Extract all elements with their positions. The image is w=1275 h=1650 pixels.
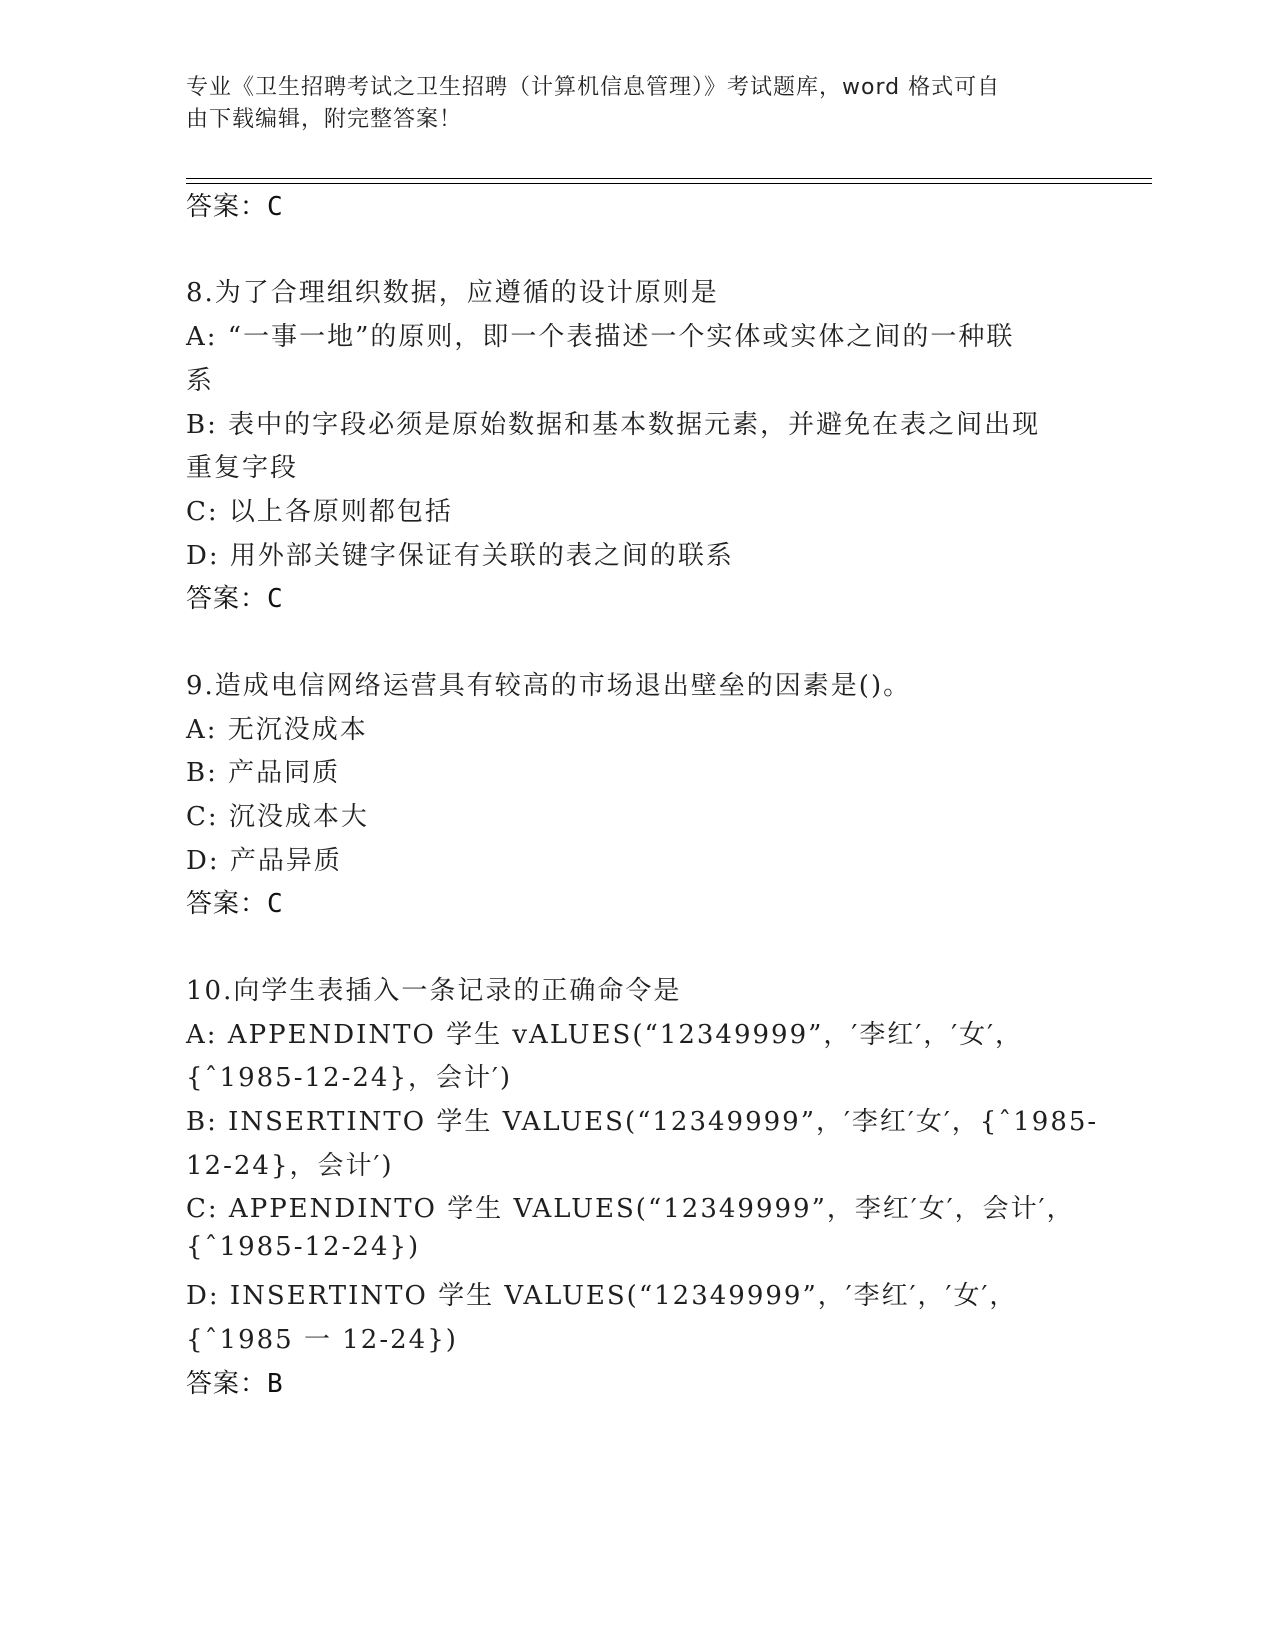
previous-answer: 答案：C [186, 192, 284, 222]
header-rule-top [186, 178, 1152, 179]
question-10-option-a-cont: {ˆ1985-12-24}，会计′) [186, 1063, 513, 1093]
question-10-stem: 10.向学生表插入一条记录的正确命令是 [186, 976, 682, 1006]
question-10-option-a: A: APPENDINTO 学生 vALUES(“12349999”，′李红′，′女′， [186, 1020, 1024, 1050]
header-line-2: 由下载编辑，附完整答案！ [186, 107, 463, 132]
question-8-option-c: C: 以上各原则都包括 [186, 497, 453, 527]
question-10-answer: 答案：B [186, 1369, 284, 1399]
question-9-stem: 9.造成电信网络运营具有较高的市场退出壁垒的因素是()。 [186, 671, 912, 701]
question-8-option-b: B: 表中的字段必须是原始数据和基本数据元素，并避免在表之间出现 [186, 410, 1041, 440]
question-8-option-b-cont: 重复字段 [186, 453, 299, 483]
question-10-option-b-cont: 12-24}，会计′) [186, 1151, 394, 1181]
question-10-option-c: C: APPENDINTO 学生 VALUES(“12349999”，李红′女′，会计′， [186, 1194, 1075, 1224]
question-8-option-a-cont: 系 [186, 366, 215, 396]
question-8-option-a: A: “一事一地”的原则，即一个表描述一个实体或实体之间的一种联 [186, 322, 1015, 352]
page-header [186, 72, 1066, 136]
question-9-option-d: D: 产品异质 [186, 846, 342, 876]
question-9-option-a: A: 无沉没成本 [186, 715, 368, 745]
header-rule-bottom [186, 183, 1152, 184]
question-10-option-c-cont: {ˆ1985-12-24}) [186, 1232, 421, 1262]
question-10-option-b: B: INSERTINTO 学生 VALUES(“12349999”，′李红′女′，{ˆ1985- [186, 1107, 1099, 1137]
question-10-option-d: D: INSERTINTO 学生 VALUES(“12349999”，′李红′，′女′， [186, 1281, 1018, 1311]
question-8-option-d: D: 用外部关键字保证有关联的表之间的联系 [186, 541, 734, 571]
header-line-1: 专业《卫生招聘考试之卫生招聘（计算机信息管理）》考试题库，word 格式可自 [186, 75, 1001, 100]
question-9-option-b: B: 产品同质 [186, 758, 341, 788]
question-8-stem: 8.为了合理组织数据，应遵循的设计原则是 [186, 278, 719, 308]
question-10-option-d-cont: {ˆ1985 一 12-24}) [186, 1325, 458, 1355]
question-9-answer: 答案：C [186, 889, 284, 919]
question-8-answer: 答案：C [186, 584, 284, 614]
question-9-option-c: C: 沉没成本大 [186, 802, 369, 832]
